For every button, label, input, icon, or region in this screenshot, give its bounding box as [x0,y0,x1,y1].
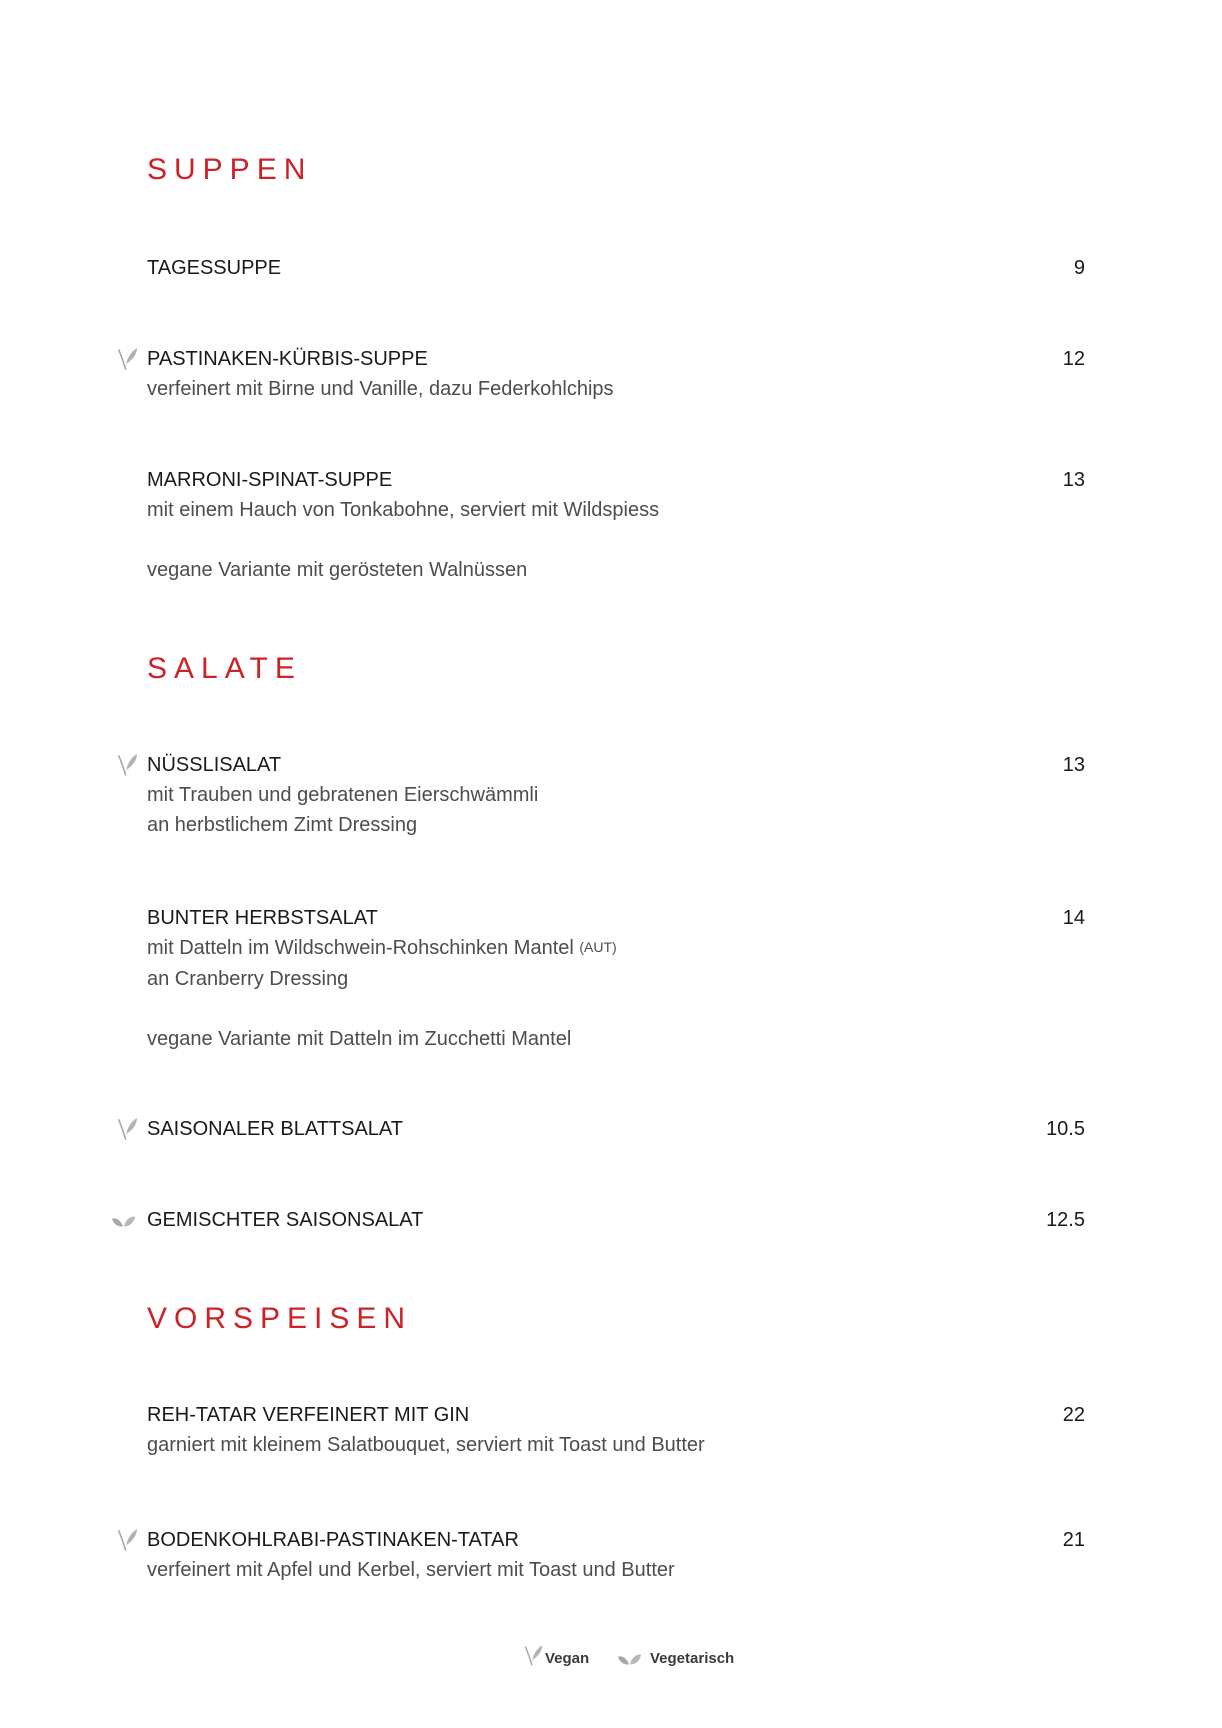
menu-item-nuesslisalat [147,750,1085,840]
item-name: TAGESSUPPE [147,257,282,279]
item-vegan-variant-note: vegane Variante mit Datteln im Zucchetti Mantel [147,1028,572,1050]
vegan-icon [523,1643,544,1667]
item-title-row [147,1525,1085,1555]
menu-item-bodenkohlrabi-pastinaken-tatar [147,1525,1085,1585]
item-name: SAISONALER BLATTSALAT [147,1118,404,1140]
item-price: 9 [1073,257,1085,279]
menu-item-pastinaken-kuerbis-suppe [147,344,1085,404]
vegan-icon [116,346,139,371]
item-name: GEMISCHTER SAISONSALAT [147,1209,424,1231]
vegan-icon [116,1116,139,1141]
section-heading-vorspeisen: VORSPEISEN [147,1302,413,1335]
section-heading-suppen: SUPPEN [147,153,313,186]
origin-label: (AUT) [579,939,617,955]
item-price: 13 [1062,469,1085,491]
item-price: 10.5 [1046,1118,1085,1140]
menu-item-bunter-herbstsalat [147,903,1085,1054]
item-description: verfeinert mit Birne und Vanille, dazu Federkohlchips [147,378,614,400]
item-price: 14 [1062,907,1085,929]
item-title-row [147,750,1085,780]
item-price: 22 [1062,1404,1085,1426]
item-title-row [147,344,1085,374]
item-name: MARRONI-SPINAT-SUPPE [147,469,393,491]
item-price: 13 [1062,754,1085,776]
item-title-row [147,1205,1085,1235]
vegan-icon [116,1527,139,1552]
item-title-row [147,465,1085,495]
item-name: PASTINAKEN-KÜRBIS-SUPPE [147,348,428,370]
menu-item-tagessuppe [147,253,1085,283]
item-title-row [147,1400,1085,1430]
menu-item-gemischter-saisonsalat [147,1205,1085,1235]
item-title-row [147,903,1085,933]
vegetarian-icon [111,1214,136,1228]
item-description: an Cranberry Dressing [147,968,349,990]
legend-vegan-label: Vegan [545,1650,590,1667]
item-description-text: mit Datteln im Wildschwein-Rohschinken Mantel [147,937,574,959]
item-title-row [147,253,1085,283]
item-vegan-variant-note: vegane Variante mit gerösteten Walnüssen [147,559,528,581]
item-name: NÜSSLISALAT [147,754,282,776]
item-description: mit einem Hauch von Tonkabohne, serviert mit Wildspiess [147,499,660,521]
vegan-icon [116,752,139,777]
item-price: 21 [1062,1529,1085,1551]
item-price: 12.5 [1046,1209,1085,1231]
item-description [147,933,1085,964]
item-price: 12 [1062,348,1085,370]
vegetarian-icon [617,1652,642,1666]
item-name: BODENKOHLRABI-PASTINAKEN-TATAR [147,1529,519,1551]
legend-vegetarian-label: Vegetarisch [650,1650,735,1667]
menu-item-marroni-spinat-suppe [147,465,1085,585]
section-heading-salate: SALATE [147,652,302,685]
menu-item-reh-tatar [147,1400,1085,1460]
item-name: REH-TATAR VERFEINERT MIT GIN [147,1404,470,1426]
item-description: garniert mit kleinem Salatbouquet, serviert mit Toast und Butter [147,1434,705,1456]
item-description: an herbstlichem Zimt Dressing [147,814,418,836]
item-description: mit Trauben und gebratenen Eierschwämmli [147,784,539,806]
menu-item-saisonaler-blattsalat [147,1114,1085,1144]
item-description: verfeinert mit Apfel und Kerbel, serviert mit Toast und Butter [147,1559,675,1581]
item-name: BUNTER HERBSTSALAT [147,907,378,929]
item-title-row [147,1114,1085,1144]
